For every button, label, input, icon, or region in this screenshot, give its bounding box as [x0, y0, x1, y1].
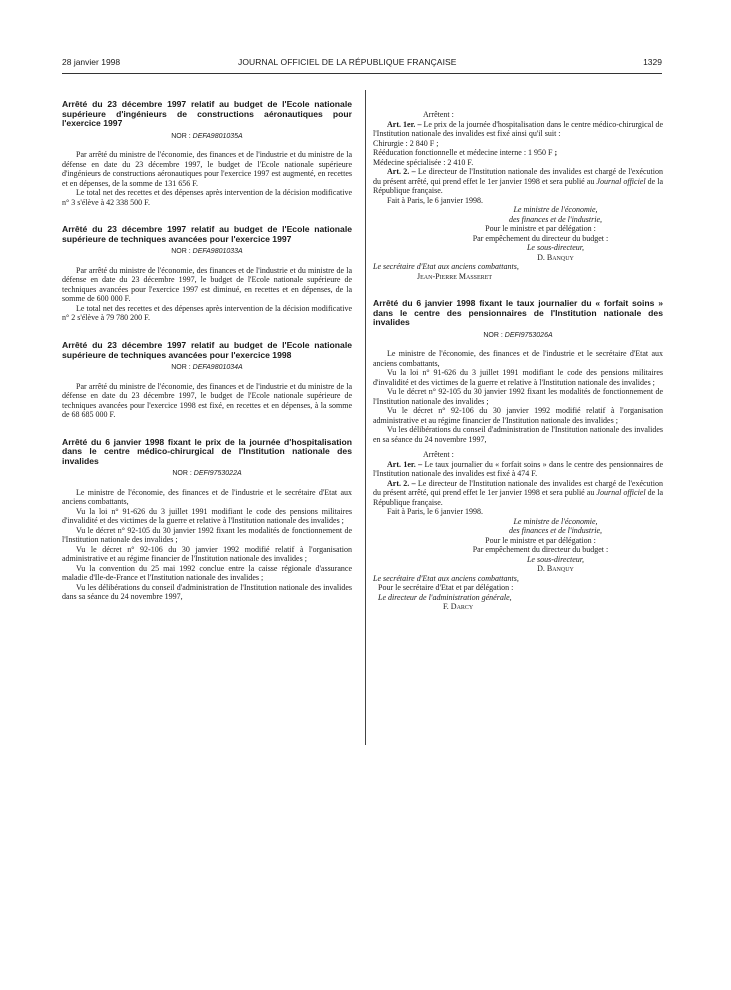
column-divider [365, 90, 366, 745]
article-text: Le directeur de l'Institution nationale des invalides est chargé de l'exécution du présent arrêté, qui prend effet le 1er janvier 1998 et sera publié au [373, 478, 663, 498]
rate-line: Médecine spécialisée : 2 410 F. [373, 157, 474, 167]
article-text: de la République française. [373, 176, 663, 195]
nor-label: NOR : [171, 364, 191, 372]
signatory-title: Le secrétaire d'Etat aux anciens combattants, [373, 573, 519, 583]
nor-reference [62, 247, 352, 257]
arretent-heading: Arrêtent : [423, 110, 454, 119]
header-journal-title: JOURNAL OFFICIEL DE LA RÉPUBLIQUE FRANÇAISE [238, 57, 457, 67]
visa-paragraph: Vu le décret n° 92-106 du 30 janvier 1992 modifié relatif à l'organisation administrative et au régime financier de l'Institution nationale des invalides ; [62, 544, 352, 564]
nor-label: NOR : [171, 248, 191, 256]
visa-paragraph: Vu la loi n° 91-626 du 3 juillet 1991 modifiant le code des pensions militaires d'invalidité et des victimes de la guerre et relative à l'Institution nationale des invalides ; [373, 368, 663, 387]
journal-reference: Journal officiel [596, 488, 646, 498]
nor-label: NOR : [171, 132, 191, 140]
preamble: Le ministre de l'économie, des finances et de l'industrie et le secrétaire d'Etat aux anciens combattants, [62, 487, 352, 507]
decree-title: Arrêté du 23 décembre 1997 relatif au budget de l'Ecole nationale supérieure de techniques avancées pour l'exercice 1997 [62, 224, 352, 244]
article-text: Le prix de la journée d'hospitalisation dans le centre médico-chirurgical de l'Institution nationale des invalides est fixé ainsi qu'il suit : [373, 119, 664, 138]
signatory-name: D. Banquy [537, 252, 574, 262]
visa-paragraph: Vu les délibérations du conseil d'administration de l'Institution nationale des invalides dans sa séance du 24 novembre 1997, [62, 582, 352, 602]
decree-paragraph: Le total net des recettes et des dépenses après intervention de la décision modificative n° 3 s'élève à 42 338 500 F. [62, 188, 352, 207]
decree-paragraph: Par arrêté du ministre de l'économie, des finances et de l'industrie et du ministre de la défense en date du 23 décembre 1997, le budget de l'Ecole nationale supérieure de techniques avancées pour l'exercice 1998 est fixé, en recettes et en dépenses, à la somme de 68 685 000 F. [62, 381, 352, 420]
header-page-number: 1329 [643, 57, 662, 67]
signature-block [373, 205, 663, 262]
signatory-title: Le ministre de l'économie, [513, 205, 598, 214]
nor-label: NOR : [172, 470, 192, 478]
nor-reference [373, 331, 663, 341]
article-label: Art. 2. – [387, 167, 416, 176]
preamble: Le ministre de l'économie, des finances et de l'industrie et le secrétaire d'Etat aux anciens combattants, [373, 349, 663, 368]
journal-reference: Journal officiel [596, 176, 646, 186]
decree-paragraph: Le total net des recettes et des dépenses après intervention de la décision modificative n° 2 s'élève à 79 780 200 F. [62, 303, 352, 323]
decree-title: Arrêté du 6 janvier 1998 fixant le prix de la journée d'hospitalisation dans le centre médico-chirurgical de l'Institution nationale des invalides [62, 436, 352, 466]
nor-code: DEFI9753026A [504, 331, 553, 339]
rate-line: Chirurgie : 2 840 F ; [373, 138, 439, 148]
nor-code: DEFA9801035A [192, 132, 243, 140]
signatory-title: des finances et de l'industrie, [508, 214, 603, 224]
decree-section-2 [62, 225, 352, 323]
visa-paragraph: Vu la convention du 25 mai 1992 conclue entre la caisse régionale d'assurance maladie d'Ile-de-France et l'Institution nationale des invalides ; [62, 563, 352, 583]
signatory-title: Le secrétaire d'Etat aux anciens combattants, [373, 262, 519, 271]
nor-code: DEFI9753022A [193, 470, 242, 478]
header-date: 28 janvier 1998 [62, 57, 121, 67]
visa-paragraph: Vu la loi n° 91-626 du 3 juillet 1991 modifiant le code des pensions militaires d'invalidité et des victimes de la guerre et relative à l'Institution nationale des invalides ; [62, 506, 352, 526]
decree-continuation [373, 110, 663, 281]
nor-reference [62, 132, 352, 142]
rate-line-text: Rééducation fonctionnelle et médecine interne : 1 950 F [373, 148, 553, 157]
place-date: Fait à Paris, le 6 janvier 1998. [387, 507, 483, 517]
nor-code: DEFA9801033A [192, 248, 243, 256]
article-1 [373, 120, 663, 139]
delegation-line: Pour le secrétaire d'Etat et par délégation : [378, 583, 514, 593]
nor-reference [62, 469, 352, 479]
nor-label: NOR : [483, 331, 503, 339]
article-label: Art. 1er. – [387, 459, 423, 469]
right-column [373, 110, 663, 612]
decree-section-5 [373, 299, 663, 612]
delegation-line: Par empêchement du directeur du budget : [472, 545, 609, 555]
signatory-title: Le ministre de l'économie, [513, 516, 598, 526]
article-label: Art. 1er. – [387, 119, 422, 129]
visa-paragraph: Vu les délibérations du conseil d'administration de l'Institution nationale des invalides en sa séance du 24 novembre 1997, [373, 425, 663, 444]
decree-paragraph: Par arrêté du ministre de l'économie, des finances et de l'industrie et du ministre de la défense en date du 23 décembre 1997, le budget de l'Ecole nationale supérieure de techniques avancées pour l'exercice 1997 est diminué, en recettes et en dépenses, de la somme de 600 000 F. [62, 265, 352, 304]
rate-line [373, 148, 663, 158]
decree-section-4 [62, 438, 352, 602]
place-date: Fait à Paris, le 6 janvier 1998. [387, 195, 483, 205]
signatory-title: des finances et de l'industrie, [508, 526, 603, 536]
visa-paragraph: Vu le décret n° 92-105 du 30 janvier 1992 fixant les modalités de fonctionnement de l'Institution nationale des invalides ; [373, 387, 663, 406]
decree-title: Arrêté du 23 décembre 1997 relatif au budget de l'Ecole nationale supérieure de techniques avancées pour l'exercice 1998 [62, 339, 352, 360]
decree-paragraph: Par arrêté du ministre de l'économie, des finances et de l'industrie et du ministre de la défense en date du 23 décembre 1997, le budget de l'Ecole nationale supérieure d'ingénieurs de constructions aéronautiques pour l'exercice 1997 est augmenté, en recettes et en dépenses, de la somme de 131 656 F. [62, 150, 352, 188]
visa-paragraph: Vu le décret n° 92-106 du 30 janvier 1992 modifié relatif à l'organisation administrative et au régime financier de l'Institution nationale des invalides ; [373, 406, 663, 425]
rate-line-punct: ; [552, 148, 558, 157]
signatory-title: Le directeur de l'administration générale, [378, 592, 512, 602]
signature-block [373, 517, 663, 574]
delegation-line: Pour le ministre et par délégation : [485, 535, 596, 545]
article-label: Art. 2. – [387, 478, 416, 488]
article-2 [373, 167, 663, 196]
delegation-line: Pour le ministre et par délégation : [485, 224, 596, 233]
decree-title: Arrêté du 23 décembre 1997 relatif au budget de l'Ecole nationale supérieure d'ingénieurs de constructions aéronautiques pour l'exercice 1997 [62, 99, 352, 129]
header-rule [62, 73, 662, 74]
article-text: Le directeur de l'Institution nationale des invalides est chargé de l'exécution du présent arrêté, qui prend effet le 1er janvier 1998 et sera publié au [373, 167, 663, 186]
left-column [62, 100, 352, 602]
decree-section-3 [62, 341, 352, 420]
delegation-line: Par empêchement du directeur du budget : [472, 233, 609, 243]
nor-reference [62, 363, 352, 373]
nor-code: DEFA9801034A [192, 364, 243, 372]
page-header [62, 57, 662, 71]
signatory-title: Le sous-directeur, [526, 554, 585, 564]
article-1 [373, 460, 663, 479]
signatory-name: D. Banquy [537, 564, 574, 574]
article-2 [373, 479, 663, 508]
decree-title: Arrêté du 6 janvier 1998 fixant le taux journalier du « forfait soins » dans le centre des pensionnaires de l'Institution nationale des invalides [373, 298, 663, 328]
article-text: de la République française. [373, 488, 663, 507]
arretent-heading: Arrêtent : [423, 450, 454, 460]
decree-section-1 [62, 100, 352, 207]
article-text: Le taux journalier du « forfait soins » dans le centre des pensionnaires de l'Institution nationale des invalides est fixé à 474 F. [373, 459, 663, 479]
signatory-name: F. Darcy [443, 602, 474, 612]
signatory-title: Le sous-directeur, [526, 243, 585, 252]
signatory-name: Jean-Pierre Masseret [417, 271, 493, 281]
visa-paragraph: Vu le décret n° 92-105 du 30 janvier 1992 fixant les modalités de fonctionnement de l'Institution nationale des invalides ; [62, 525, 352, 545]
